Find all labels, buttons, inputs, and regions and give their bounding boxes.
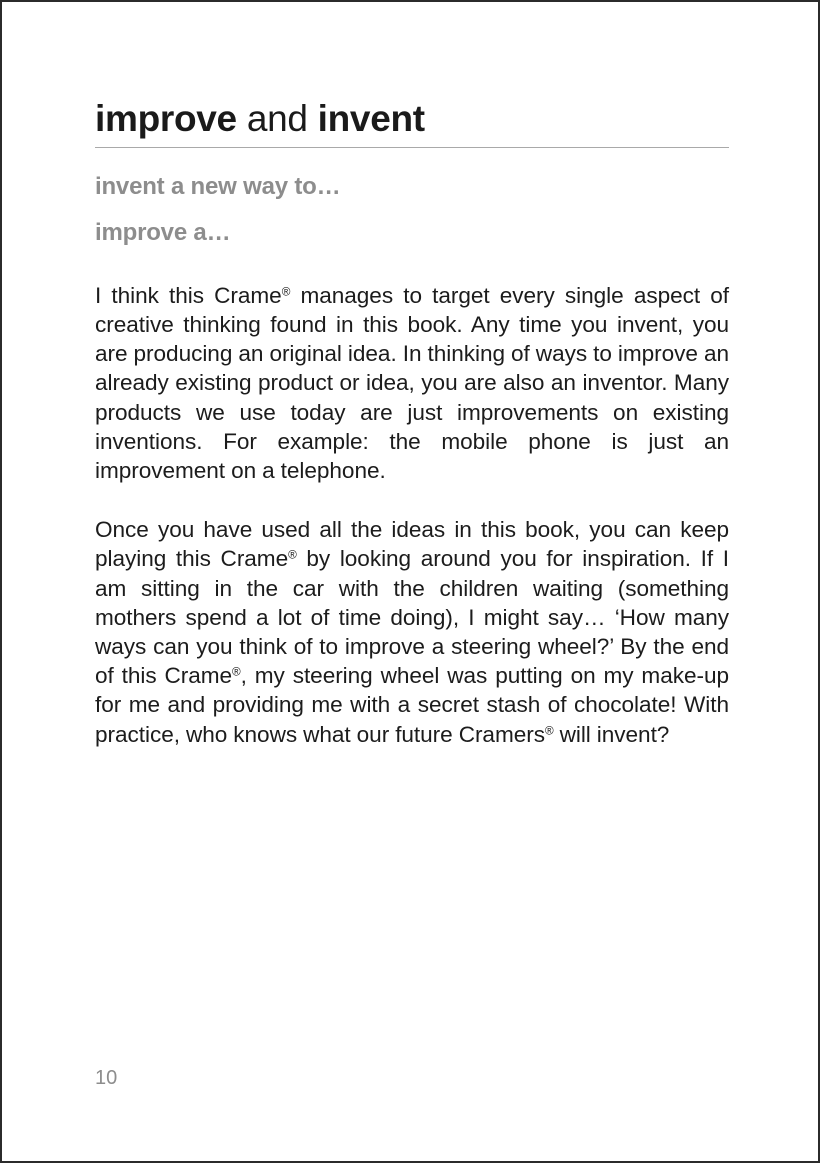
paragraph-2 xyxy=(95,515,729,749)
subtitle-improve-a: improve a… xyxy=(95,218,231,246)
paragraph-1 xyxy=(95,281,729,485)
paragraph-2-segment-2: by looking around you for inspiration. If I am sitting in the car with the children waiting (something mothers spend a lot of time doing), I might say… ‘How many ways can you think of to improve a steering wheel?’ By the end of this Crame xyxy=(95,546,730,689)
registered-trademark-icon: ® xyxy=(281,285,291,299)
registered-trademark-icon: ® xyxy=(232,666,241,679)
paragraph-2-segment-3: , my steering wheel was putting on my make-up for me and providing me with a secret stash of chocolate! With practice, who knows what our future Cramers xyxy=(95,663,729,747)
page-number: 10 xyxy=(95,1067,118,1089)
title-block xyxy=(95,2,729,148)
page-title-part-invent: invent xyxy=(317,98,425,139)
page-content xyxy=(95,2,729,749)
paragraph-2-segment-1: Once you have used all the ideas in this book, you can keep playing this Crame xyxy=(95,517,729,572)
body-copy xyxy=(95,281,729,749)
paragraph-1-segment-2: manages to target every single aspect of creative thinking found in this book. Any time you invent, you are producing an original idea. In thinking of ways to improve an already existing product or idea, you are also an inventor. Many products we use today are just improvements on existing inventions. For example: the mobile phone is just an improvement on a telephone. xyxy=(95,282,730,484)
paragraph-1-segment-1: I think this Crame xyxy=(95,282,282,308)
subtitle-invent-a-new-way-to: invent a new way to… xyxy=(95,172,341,200)
paragraph-2-segment-4: will invent? xyxy=(553,721,670,747)
subtitle-list xyxy=(95,172,729,246)
registered-trademark-icon: ® xyxy=(288,549,297,563)
page-title-part-improve: improve xyxy=(95,98,237,139)
page-title-part-and: and xyxy=(236,98,318,139)
page-title xyxy=(95,100,729,139)
registered-trademark-icon: ® xyxy=(544,724,554,738)
title-divider xyxy=(95,147,729,148)
